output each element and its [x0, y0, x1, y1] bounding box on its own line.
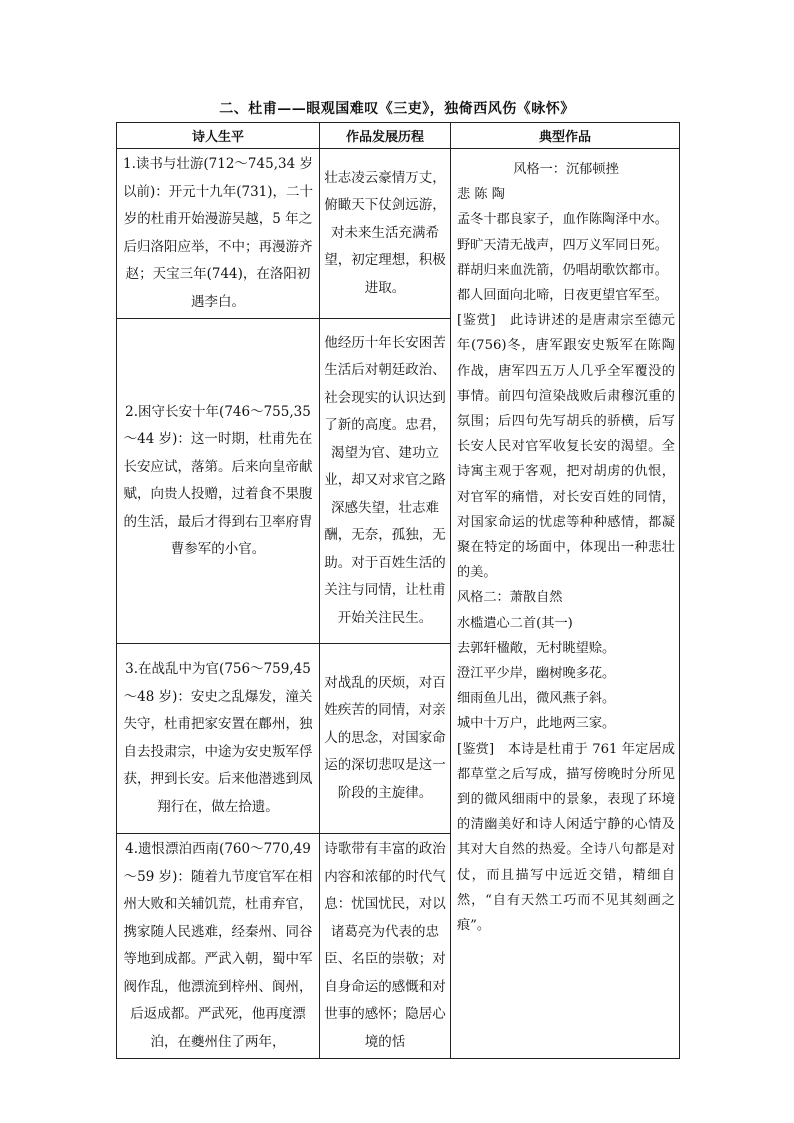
header-development: 作品发展历程	[320, 123, 451, 149]
poem2-title: 水槛遣心二首(其一)	[457, 615, 573, 631]
poem2-line: 去郭轩楹敞，无村眺望赊。	[457, 640, 616, 656]
appreciation-1: [鉴赏] 此诗讲述的是唐肃宗至德元年(756)冬，唐军跟安史叛军在陈陶作战，唐军四五万人几乎全军覆没的事情。前四句渲染战败后肃穆沉重的氛围；后四句先写胡兵的骄横，后写长安人民对官军收复长安的渴望。全诗寓主观于客观，把对胡虏的仇恨，对官军的痛惜，对长安百姓的同情，对国家命运的忧虑等种种感情，都凝聚在特定的场面中，体现出一种悲壮的美。	[457, 313, 675, 581]
life-cell-4: 4.遗恨漂泊西南(760～770,49～59 岁)：随着九节度官军在相州大败和关辅饥荒，杜甫弃官，携家随人民逃难，经秦州、同谷等地到成都。严武入朝，蜀中军阀作乱，他漂流到梓州、阆州，后返成都。严武死，他再度漂泊，在夔州住了两年，	[117, 834, 320, 1059]
style2-heading: 风格二：萧散自然	[457, 590, 563, 606]
works-cell	[451, 149, 680, 1059]
development-cell-4: 诗歌带有丰富的政治内容和浓郁的时代气息：忧国忧民，对以诸葛亮为代表的忠臣、名臣的崇敬；对自身命运的感慨和对世事的感怀；隐居心境的恬	[320, 834, 451, 1059]
table-row	[117, 149, 680, 319]
development-cell-2: 他经历十年长安困苦生活后对朝廷政治、社会现实的认识达到了新的高度。忠君，渴望为官、建功立业，却又对求官之路深感失望，壮志难酬，无奈，孤独，无助。对于百姓生活的关注与同情，让杜甫开始关注民生。	[320, 319, 451, 644]
poem1-line: 野旷天清无战声，四万义军同日死。	[457, 237, 668, 253]
poem1-line: 都人回面向北啼，日夜更望官军至。	[457, 288, 668, 304]
development-cell-3: 对战乱的厌烦，对百姓疾苦的同情，对亲人的思念，对国家命运的深切悲叹是这一阶段的主旋律。	[320, 644, 451, 834]
poem2-line: 城中十万户，此地两三家。	[457, 716, 616, 732]
appreciation-2: [鉴赏] 本诗是杜甫于 761 年定居成都草堂之后写成，描写傍晚时分所见到的微风细雨中的景象，表现了环境的清幽美好和诗人闲适宁静的心情及其对大自然的热爱。全诗八句都是对仗，而且描写中远近交错，精细自然，“自有天然工巧而不见其刻画之痕”。	[457, 741, 675, 934]
poem2-line: 澄江平少岸，幽树晚多花。	[457, 666, 616, 682]
page-title: 二、杜甫——眼观国难叹《三吏》，独倚西风伤《咏怀》	[219, 101, 575, 117]
poem1-line: 孟冬十郡良家子，血作陈陶泽中水。	[457, 212, 668, 228]
poem2-line: 细雨鱼儿出，微风燕子斜。	[457, 691, 616, 707]
table-header-row	[117, 123, 680, 149]
life-cell-3: 3.在战乱中为官(756～759,45～48 岁)：安史之乱爆发，潼关失守，杜甫把家安置在鄜州，独自去投肃宗，中途为安史叛军俘获，押到长安。后来他潜逃到凤翔行在，做左拾遗。	[117, 644, 320, 834]
poem1-line: 群胡归来血洗箭，仍唱胡歌饮都市。	[457, 262, 668, 278]
style1-heading: 风格一：沉郁顿挫	[513, 162, 619, 177]
poem1-title: 悲 陈 陶	[457, 187, 505, 203]
du-fu-table	[116, 122, 680, 1059]
life-cell-2: 2.困守长安十年(746～755,35～44 岁)：这一时期，杜甫先在长安应试，落第。后来向皇帝献赋，向贵人投赠，过着食不果腹的生活，最后才得到右卫率府胄曹参军的小官。	[117, 319, 320, 644]
header-life: 诗人生平	[117, 123, 320, 149]
life-cell-1: 1.读书与壮游(712～745,34 岁以前)：开元十九年(731)，二十岁的杜甫开始漫游吴越，5 年之后归洛阳应举，不中；再漫游齐赵；天宝三年(744)，在洛阳初遇李白。	[117, 149, 320, 319]
development-cell-1: 壮志凌云豪情万丈，俯瞰天下仗剑远游，对未来生活充满希望，初定理想，积极进取。	[320, 149, 451, 319]
header-works: 典型作品	[451, 123, 680, 149]
